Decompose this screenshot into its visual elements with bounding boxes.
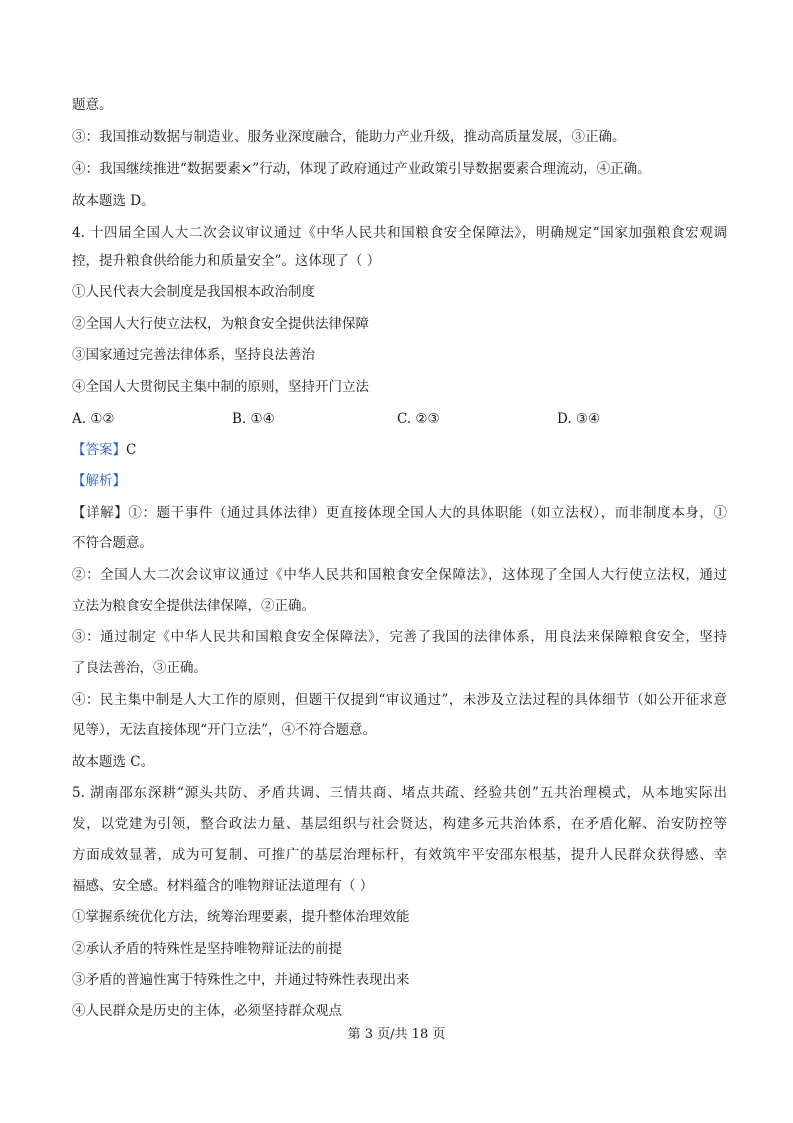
prev-item-4: ④：我国继续推进“数据要素×”行动，体现了政府通过产业政策引导数据要素合理流动，④正确。	[72, 161, 651, 177]
q4-answer	[72, 440, 727, 460]
answer-tag: 【答案】	[72, 442, 126, 458]
answer-value: C	[126, 442, 137, 458]
q5-stem-line-1: 5. 湖南邵东深耕“源头共防、矛盾共调、三情共商、堵点共疏、经验共创”五共治理模式，从本地实际出	[72, 785, 727, 801]
q4-analysis	[72, 471, 727, 491]
prev-conclusion: 故本题选 D。	[72, 193, 155, 209]
prev-item-3: ③：我国推动数据与制造业、服务业深度融合，能助力产业升级，推动高质量发展，③正确。	[72, 129, 626, 145]
q5-stem-line-2: 发，以党建为引领，整合政法力量、基层组织与社会贤达，构建多元共治体系，在矛盾化解、治安防控等	[72, 816, 727, 832]
q4-detail-4-line-1: ④：民主集中制是人大工作的原则，但题干仅提到“审议通过”，未涉及立法过程的具体细节（如公开征求意	[72, 692, 727, 708]
page-footer: 第 3 页/共 18 页	[347, 1027, 446, 1042]
q4-choice-b: B. ①④	[232, 411, 275, 427]
q5-option-4: ④人民群众是历史的主体，必须坚持群众观点	[72, 1003, 342, 1019]
q4-option-2: ②全国人大行使立法权，为粮食安全提供法律保障	[72, 316, 369, 332]
q4-detail-1-line-1	[72, 503, 727, 523]
detail-1-text: ①：题干事件（通过具体法律）更直接体现全国人大的具体职能（如立法权），而非制度本身，①	[128, 505, 727, 521]
q4-stem-line-1: 4. 十四届全国人大二次会议审议通过《中华人民共和国粮食安全保障法》，明确规定“国家加强粮食宏观调	[72, 225, 727, 241]
q4-detail-2-line-2: 立法为粮食安全提供法律保障，②正确。	[72, 598, 315, 614]
q4-stem-line-2: 控，提升粮食供给能力和质量安全”。这体现了（ ）	[72, 253, 381, 269]
q4-option-4: ④全国人大贯彻民主集中制的原则，坚持开门立法	[72, 379, 369, 395]
q4-conclusion: 故本题选 C。	[72, 754, 155, 770]
q5-stem-line-4: 福感、安全感。材料蕴含的唯物辩证法道理有（ ）	[72, 878, 374, 894]
q4-choice-c: C. ②③	[397, 411, 440, 427]
q4-detail-4-line-2: 见等），无法直接体现“开门立法”，④不符合题意。	[72, 722, 377, 738]
q4-detail-1-line-2: 不符合题意。	[72, 535, 153, 551]
q4-choice-a: A. ①②	[72, 411, 115, 427]
analysis-tag: 【解析】	[72, 473, 126, 489]
q5-option-1: ①掌握系统优化方法，统筹治理要素，提升整体治理效能	[72, 909, 410, 925]
q4-detail-3-line-1: ③：通过制定《中华人民共和国粮食安全保障法》，完善了我国的法律体系，用良法来保障粮食安全，坚持	[72, 629, 727, 645]
q4-detail-3-line-2: 了良法善治，③正确。	[72, 660, 207, 676]
q5-stem-line-3: 方面成效显著，成为可复制、可推广的基层治理标杆，有效筑牢平安邵东根基，提升人民群众获得感、幸	[72, 847, 727, 863]
q5-option-2: ②承认矛盾的特殊性是坚持唯物辩证法的前提	[72, 941, 342, 957]
detail-tag: 【详解】	[72, 505, 129, 521]
q4-option-1: ①人民代表大会制度是我国根本政治制度	[72, 284, 315, 300]
q4-choice-d: D. ③④	[557, 411, 601, 427]
q4-option-3: ③国家通过完善法律体系，坚持良法善治	[72, 347, 315, 363]
prev-tail: 题意。	[72, 97, 113, 113]
q5-option-3: ③矛盾的普遍性寓于特殊性之中，并通过特殊性表现出来	[72, 972, 410, 988]
q4-detail-2-line-1: ②：全国人大二次会议审议通过《中华人民共和国粮食安全保障法》，这体现了全国人大行使立法权，通过	[72, 567, 727, 583]
